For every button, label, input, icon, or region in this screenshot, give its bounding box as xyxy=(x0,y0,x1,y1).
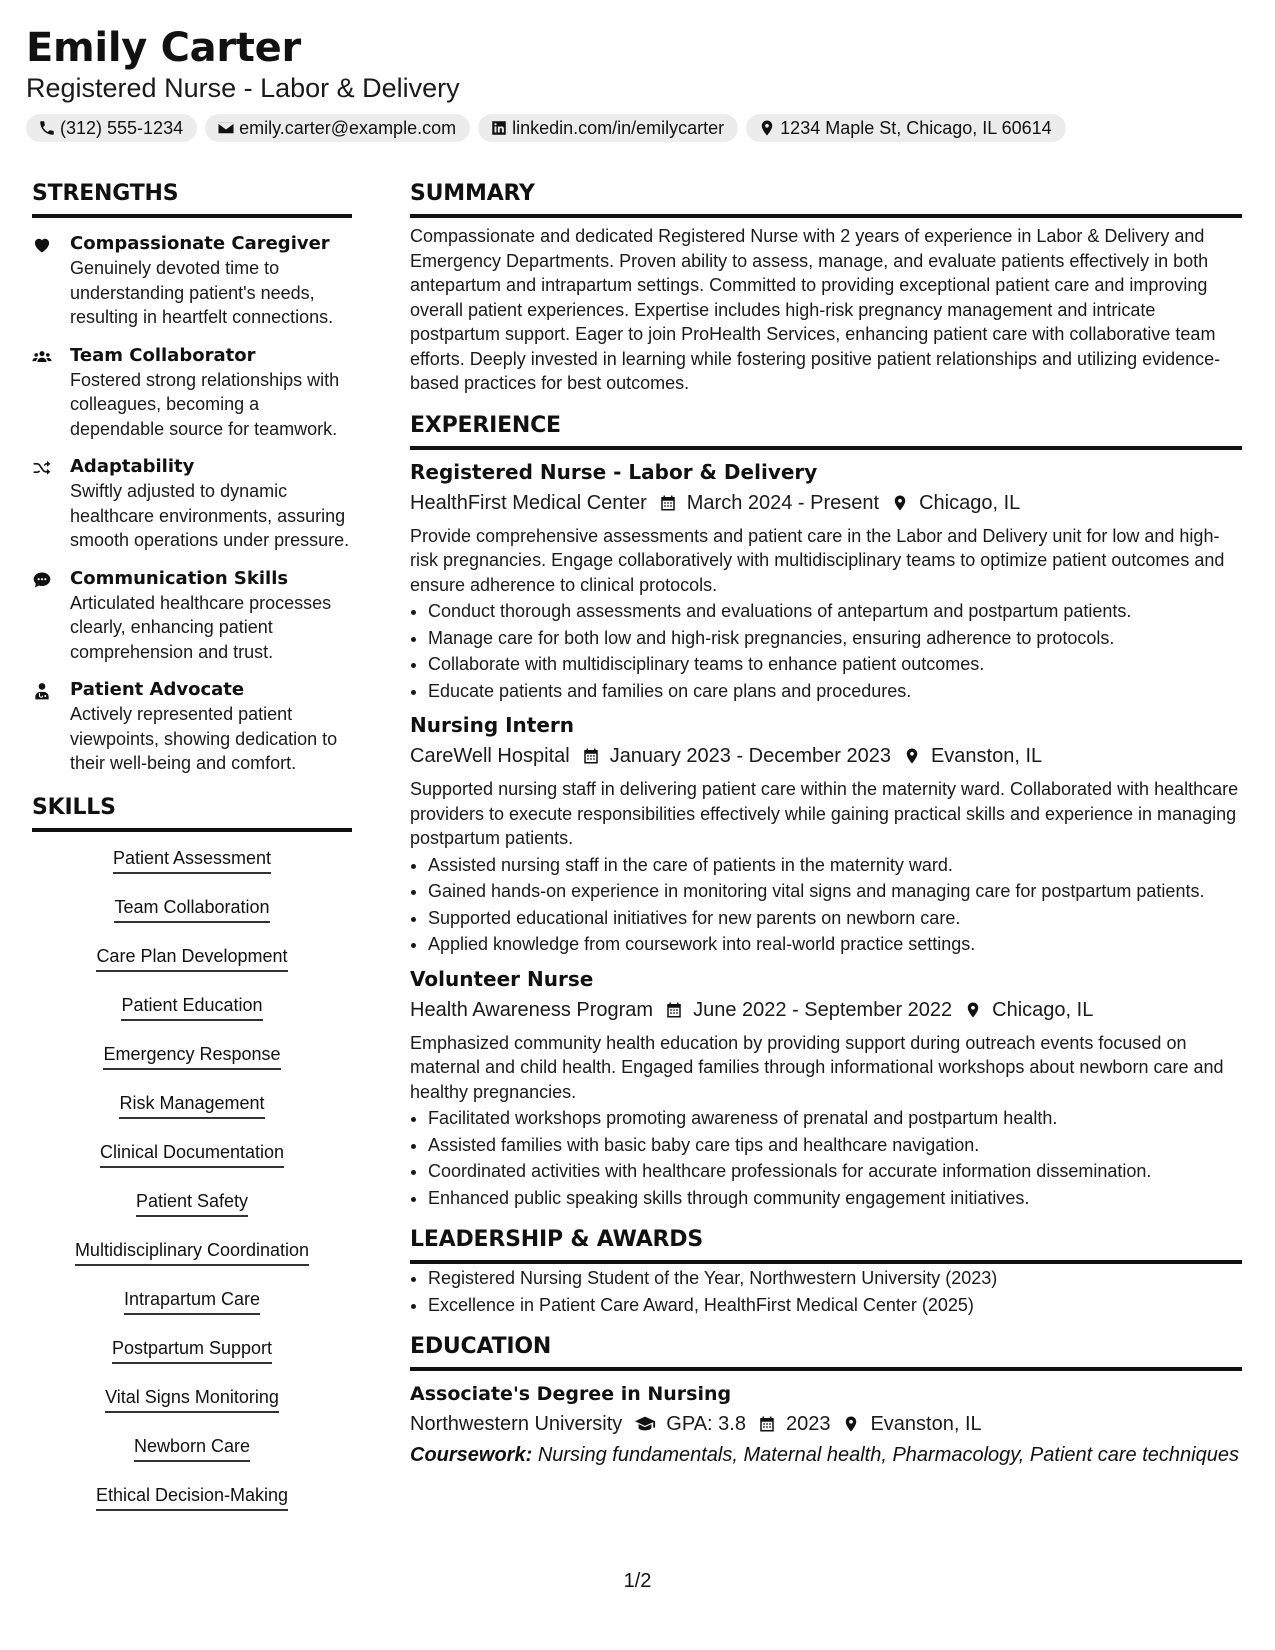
summary-heading: SUMMARY xyxy=(410,180,1242,218)
job-bullet: • Coordinated activities with healthcare professionals for accurate information dissemination. xyxy=(428,1159,1242,1184)
strength-title: Adaptability xyxy=(70,456,195,477)
strength-desc: Articulated healthcare processes clearly, enhancing patient comprehension and trust. xyxy=(70,592,332,662)
job-location: Chicago, IL xyxy=(919,491,1021,514)
job-org: HealthFirst Medical Center xyxy=(410,491,647,514)
job-title: Volunteer Nurse xyxy=(410,966,594,991)
job-bullets xyxy=(410,853,1242,957)
skills-list xyxy=(32,840,352,1526)
job-description: Emphasized community health education by providing support during outreach events focused on maternal and child health. Engaged families through informational workshops about newborn care and healthy pregnancies. xyxy=(410,1032,1224,1102)
job-org: Health Awareness Program xyxy=(410,998,654,1021)
skill-tag: Risk Management xyxy=(119,1085,264,1119)
strengths-list xyxy=(32,232,352,776)
skill-tag: Ethical Decision-Making xyxy=(96,1477,288,1511)
job-title: Nursing Intern xyxy=(410,713,575,737)
strength-title: Compassionate Caregiver xyxy=(70,233,330,254)
job-bullets xyxy=(410,599,1242,703)
education-section xyxy=(410,1333,1242,1468)
school-location: Evanston, IL xyxy=(870,1413,982,1435)
job-bullet: • Assisted nursing staff in the care of patients in the maternity ward. xyxy=(428,853,1242,878)
job-dates: March 2024 - Present xyxy=(686,491,880,514)
job-bullet: • Enhanced public speaking skills through community engagement initiatives. xyxy=(428,1186,1242,1211)
graduation-cap-icon xyxy=(634,1413,656,1435)
coursework xyxy=(410,1443,1242,1468)
awards-heading: LEADERSHIP & AWARDS xyxy=(410,1226,1242,1264)
strength-title: Communication Skills xyxy=(70,567,289,589)
doctor-icon xyxy=(32,681,52,701)
envelope-icon xyxy=(217,119,235,137)
strengths-heading: STRENGTHS xyxy=(32,180,352,218)
page-number: 1/2 xyxy=(623,1570,652,1592)
address-text: 1234 Maple St, Chicago, IL 60614 xyxy=(780,117,1052,138)
strength-desc: Genuinely devoted time to understanding patient's needs, resulting in heartfelt connections. xyxy=(70,258,334,327)
left-column xyxy=(32,180,352,1526)
job-location: Evanston, IL xyxy=(930,745,1043,767)
resume-header xyxy=(26,24,1246,142)
strength-item xyxy=(32,567,352,665)
degree-title: Associate's Degree in Nursing xyxy=(410,1383,732,1405)
graduation-year: 2023 xyxy=(785,1413,831,1435)
job-entry xyxy=(410,711,1242,957)
skill-tag: Postpartum Support xyxy=(112,1330,272,1364)
award-item: • Registered Nursing Student of the Year, Northwestern University (2023) xyxy=(428,1266,1242,1291)
skill-tag: Patient Assessment xyxy=(113,840,271,874)
skill-tag: Clinical Documentation xyxy=(100,1134,284,1168)
coursework-text: Nursing fundamentals, Maternal health, Pharmacology, Patient care techniques xyxy=(537,1444,1239,1466)
skill-tag: Patient Education xyxy=(121,987,262,1021)
skill-tag: Emergency Response xyxy=(103,1036,280,1070)
linkedin-text: linkedin.com/in/emilycarter xyxy=(512,117,725,138)
experience-section xyxy=(410,412,1242,1211)
job-bullet: • Supported educational initiatives for new parents on newborn care. xyxy=(428,906,1242,931)
heart-icon xyxy=(32,235,52,255)
candidate-title: Registered Nurse - Labor & Delivery xyxy=(26,73,460,103)
gpa: GPA: 3.8 xyxy=(666,1413,746,1435)
job-dates: June 2022 - September 2022 xyxy=(693,998,953,1021)
job-meta xyxy=(410,741,1242,771)
summary-section xyxy=(410,180,1242,396)
right-column xyxy=(410,180,1242,1468)
calendar-icon xyxy=(659,494,677,512)
shuffle-icon xyxy=(32,458,52,478)
job-bullet: • Facilitated workshops promoting awareness of prenatal and postpartum health. xyxy=(428,1106,1242,1131)
calendar-icon xyxy=(582,747,600,765)
job-bullet: • Applied knowledge from coursework into real-world practice settings. xyxy=(428,932,1242,957)
job-bullet: • Assisted families with basic baby care tips and healthcare navigation. xyxy=(428,1133,1242,1158)
contact-email[interactable] xyxy=(205,114,470,142)
strength-item xyxy=(32,678,352,776)
map-pin-icon xyxy=(842,1415,860,1433)
job-entry xyxy=(410,458,1242,704)
strength-item xyxy=(32,455,352,553)
phone-text: (312) 555-1234 xyxy=(60,117,184,138)
linkedin-icon xyxy=(490,119,508,137)
job-bullet: • Conduct thorough assessments and evaluations of antepartum and postpartum patients. xyxy=(428,599,1242,624)
calendar-icon xyxy=(758,1415,776,1433)
calendar-icon xyxy=(665,1001,683,1019)
skill-tag: Care Plan Development xyxy=(96,938,287,972)
skills-heading: SKILLS xyxy=(32,794,352,832)
job-title: Registered Nurse - Labor & Delivery xyxy=(410,459,818,484)
contact-bar xyxy=(26,114,1246,142)
job-bullet: • Manage care for both low and high-risk pregnancies, ensuring adherence to protocols. xyxy=(428,626,1242,651)
coursework-label: Coursework: xyxy=(410,1444,533,1466)
skill-tag: Team Collaboration xyxy=(114,889,269,923)
job-entry xyxy=(410,965,1242,1211)
job-org: CareWell Hospital xyxy=(410,745,570,767)
education-heading: EDUCATION xyxy=(410,1333,1242,1371)
school-name: Northwestern University xyxy=(410,1413,623,1435)
map-pin-icon xyxy=(964,1001,982,1019)
award-item: • Excellence in Patient Care Award, HealthFirst Medical Center (2025) xyxy=(428,1293,1242,1318)
job-bullet: • Collaborate with multidisciplinary teams to enhance patient outcomes. xyxy=(428,652,1242,677)
job-meta xyxy=(410,995,1242,1025)
education-meta xyxy=(410,1409,1242,1439)
users-icon xyxy=(32,347,52,367)
contact-address[interactable] xyxy=(746,114,1066,142)
strength-item xyxy=(32,232,352,330)
skill-tag: Newborn Care xyxy=(134,1428,250,1462)
candidate-name: Emily Carter xyxy=(26,25,301,71)
map-pin-icon xyxy=(891,494,909,512)
awards-section xyxy=(410,1226,1242,1317)
job-meta xyxy=(410,488,1242,518)
job-bullet: • Educate patients and families on care plans and procedures. xyxy=(428,679,1242,704)
skill-tag: Multidisciplinary Coordination xyxy=(75,1232,309,1266)
experience-heading: EXPERIENCE xyxy=(410,412,1242,450)
map-pin-icon xyxy=(758,119,776,137)
strength-desc: Actively represented patient viewpoints, showing dedication to their well-being and comfort. xyxy=(70,704,338,773)
strength-title: Team Collaborator xyxy=(70,344,256,366)
strength-item xyxy=(32,344,352,442)
strength-desc: Swiftly adjusted to dynamic healthcare environments, assuring smooth operations under pressure. xyxy=(70,481,350,550)
skill-tag: Intrapartum Care xyxy=(124,1281,260,1315)
skill-tag: Vital Signs Monitoring xyxy=(105,1379,279,1413)
phone-icon xyxy=(38,119,56,137)
strength-desc: Fostered strong relationships with colleagues, becoming a dependable source for teamwork. xyxy=(70,369,340,439)
contact-phone[interactable] xyxy=(26,114,197,142)
job-bullet: • Gained hands-on experience in monitoring vital signs and managing care for postpartum patients. xyxy=(428,879,1242,904)
job-dates: January 2023 - December 2023 xyxy=(609,745,891,767)
chat-icon xyxy=(32,570,52,590)
skill-tag: Patient Safety xyxy=(136,1183,248,1217)
awards-list xyxy=(410,1266,1242,1317)
strength-title: Patient Advocate xyxy=(70,679,245,700)
job-description: Provide comprehensive assessments and patient care in the Labor and Delivery unit for low and high-risk pregnancies. Engage collaboratively with multidisciplinary teams to optimize patient outcomes and ensure adherence to clinical protocols. xyxy=(410,525,1225,595)
job-bullets xyxy=(410,1106,1242,1210)
skills-section xyxy=(32,794,352,1526)
email-text: emily.carter@example.com xyxy=(239,117,457,138)
job-location: Chicago, IL xyxy=(992,998,1094,1021)
job-description: Supported nursing staff in delivering patient care within the maternity ward. Collaborated with healthcare providers to execute responsibilities effectively while gaining practical skills and experience in managing postpartum patients. xyxy=(410,779,1239,848)
contact-linkedin[interactable] xyxy=(478,114,738,142)
map-pin-icon xyxy=(903,747,921,765)
summary-text: Compassionate and dedicated Registered Nurse with 2 years of experience in Labor & Delivery and Emergency Departments. Proven ability to assess, manage, and evaluate patients effectively in both antepartum and intrapartum settings. Committed to providing exceptional patient care and improving overall patient experiences. Expertise includes high-risk pregnancy management and intricate postpartum support. Eager to join ProHealth Services, enhancing patient care with collaborative team efforts. Deeply invested in learning while fostering positive patient relationships and utilizing evidence-based practices for best outcomes. xyxy=(410,226,1221,393)
